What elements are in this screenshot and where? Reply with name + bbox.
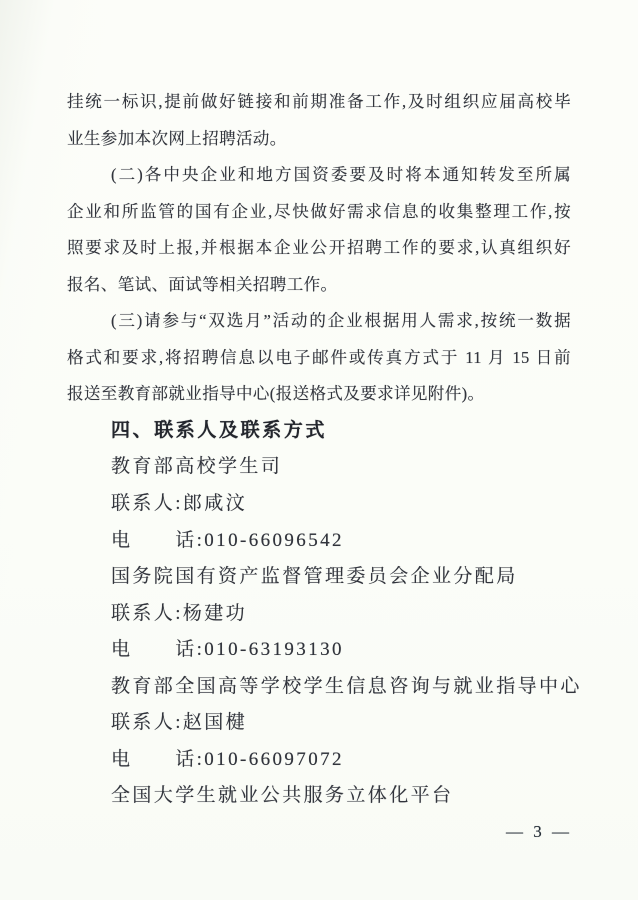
body-line: 挂统一标识,提前做好链接和前期准备工作,及时组织应届高校毕 <box>67 92 571 111</box>
body-line: 业生参加本次网上招聘活动。 <box>67 128 287 148</box>
document-body <box>67 84 582 815</box>
contact-line: 全国大学生就业公共服务立体化平台 <box>111 785 454 807</box>
contact-line: 电 话:010-66096542 <box>111 529 344 551</box>
contact-line: 教育部全国高等学校学生信息咨询与就业指导中心 <box>111 675 582 697</box>
body-line: 照要求及时上报,并根据本企业公开招聘工作的要求,认真组织好 <box>67 238 571 258</box>
contact-line: 教育部高校学生司 <box>111 456 283 478</box>
contact-line: 电 话:010-66097072 <box>111 748 344 770</box>
contact-line: 国务院国有资产监督管理委员会企业分配局 <box>111 566 518 588</box>
contact-line: 联系人:杨建功 <box>111 602 248 624</box>
body-line: (三)请参与“双选月”活动的企业根据用人需求,按统一数据 <box>111 311 571 331</box>
contact-line: 联系人:赵国楗 <box>111 712 248 734</box>
contact-line: 联系人:郎咸汶 <box>111 493 248 515</box>
body-line: 报名、笔试、面试等相关招聘工作。 <box>67 274 338 294</box>
body-line: 企业和所监管的国有企业,尽快做好需求信息的收集整理工作,按 <box>67 201 571 221</box>
body-line: 报送至教育部就业指导中心(报送格式及要求详见附件)。 <box>67 384 485 404</box>
section-heading: 四、联系人及联系方式 <box>111 419 328 441</box>
body-line: 格式和要求,将招聘信息以电子邮件或传真方式于 11 月 15 日前 <box>67 347 571 367</box>
page-number: — 3 — <box>506 822 572 841</box>
contact-line: 电 话:010-63193130 <box>111 639 344 661</box>
body-line: (二)各中央企业和地方国资委要及时将本通知转发至所属 <box>111 165 571 185</box>
